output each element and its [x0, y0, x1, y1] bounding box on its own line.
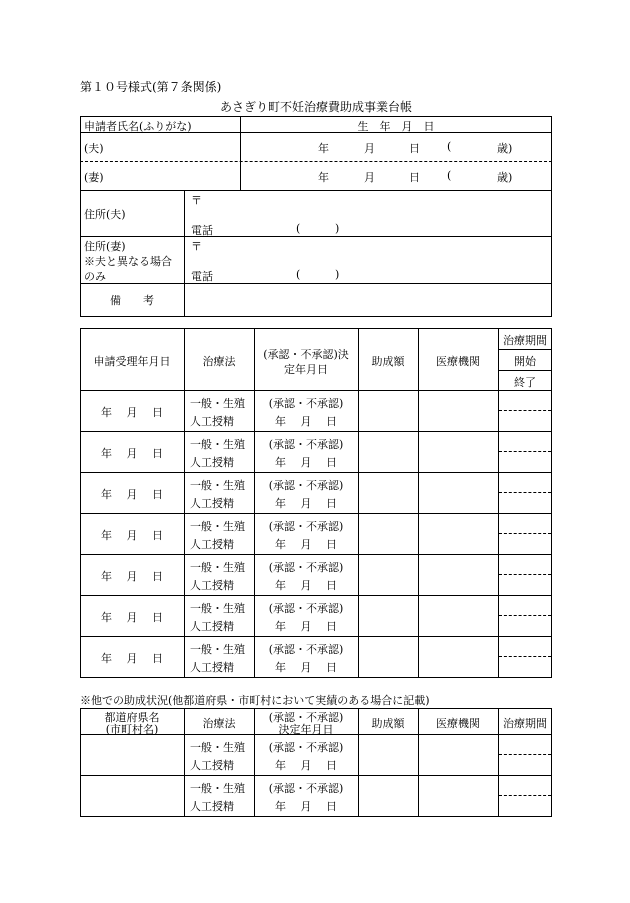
header-amount: 助成額 — [371, 717, 405, 730]
header-decision-1: (承認・不承認)決 — [263, 348, 349, 361]
other-grants-note: ※他での助成状況(他都道府県・市町村において実績のある場合に記載) — [80, 694, 430, 707]
remarks-label: 備 考 — [110, 294, 154, 307]
header-period: 治療期間 — [503, 334, 547, 347]
remarks-field[interactable] — [185, 284, 551, 316]
header-start: 開始 — [514, 355, 536, 368]
header-period: 治療期間 — [503, 717, 547, 730]
header-amount: 助成額 — [371, 355, 405, 368]
form-number: 第１０号様式(第７条関係) — [80, 80, 222, 94]
dob-header: 生 年 月 日 — [357, 120, 435, 133]
header-institution: 医療機関 — [436, 717, 480, 730]
address-wife-label-3: のみ — [84, 270, 106, 283]
header-decision-2: 決定年月日 — [278, 723, 334, 736]
address-wife-label-1: 住所(妻) — [84, 240, 126, 253]
header-decision-1: (承認・不承認) — [268, 711, 344, 724]
header-end: 終了 — [514, 376, 536, 389]
header-prefecture-2: (市町村名) — [105, 723, 159, 736]
husband-label: (夫) — [84, 142, 104, 155]
header-method: 治療法 — [202, 355, 236, 368]
header-prefecture-1: 都道府県名 — [104, 711, 160, 724]
header-decision-2: 定年月日 — [284, 363, 328, 376]
header-method: 治療法 — [202, 717, 236, 730]
address-husband-label: 住所(夫) — [84, 208, 126, 221]
wife-label: (妻) — [84, 171, 104, 184]
address-wife-label-2: ※夫と異なる場合 — [84, 255, 172, 268]
page-title: あさぎり町不妊治療費助成事業台帳 — [219, 100, 412, 114]
header-institution: 医療機関 — [436, 355, 480, 368]
name-header: 申請者氏名(ふりがな) — [84, 120, 192, 133]
header-received-date: 申請受理年月日 — [93, 355, 171, 368]
